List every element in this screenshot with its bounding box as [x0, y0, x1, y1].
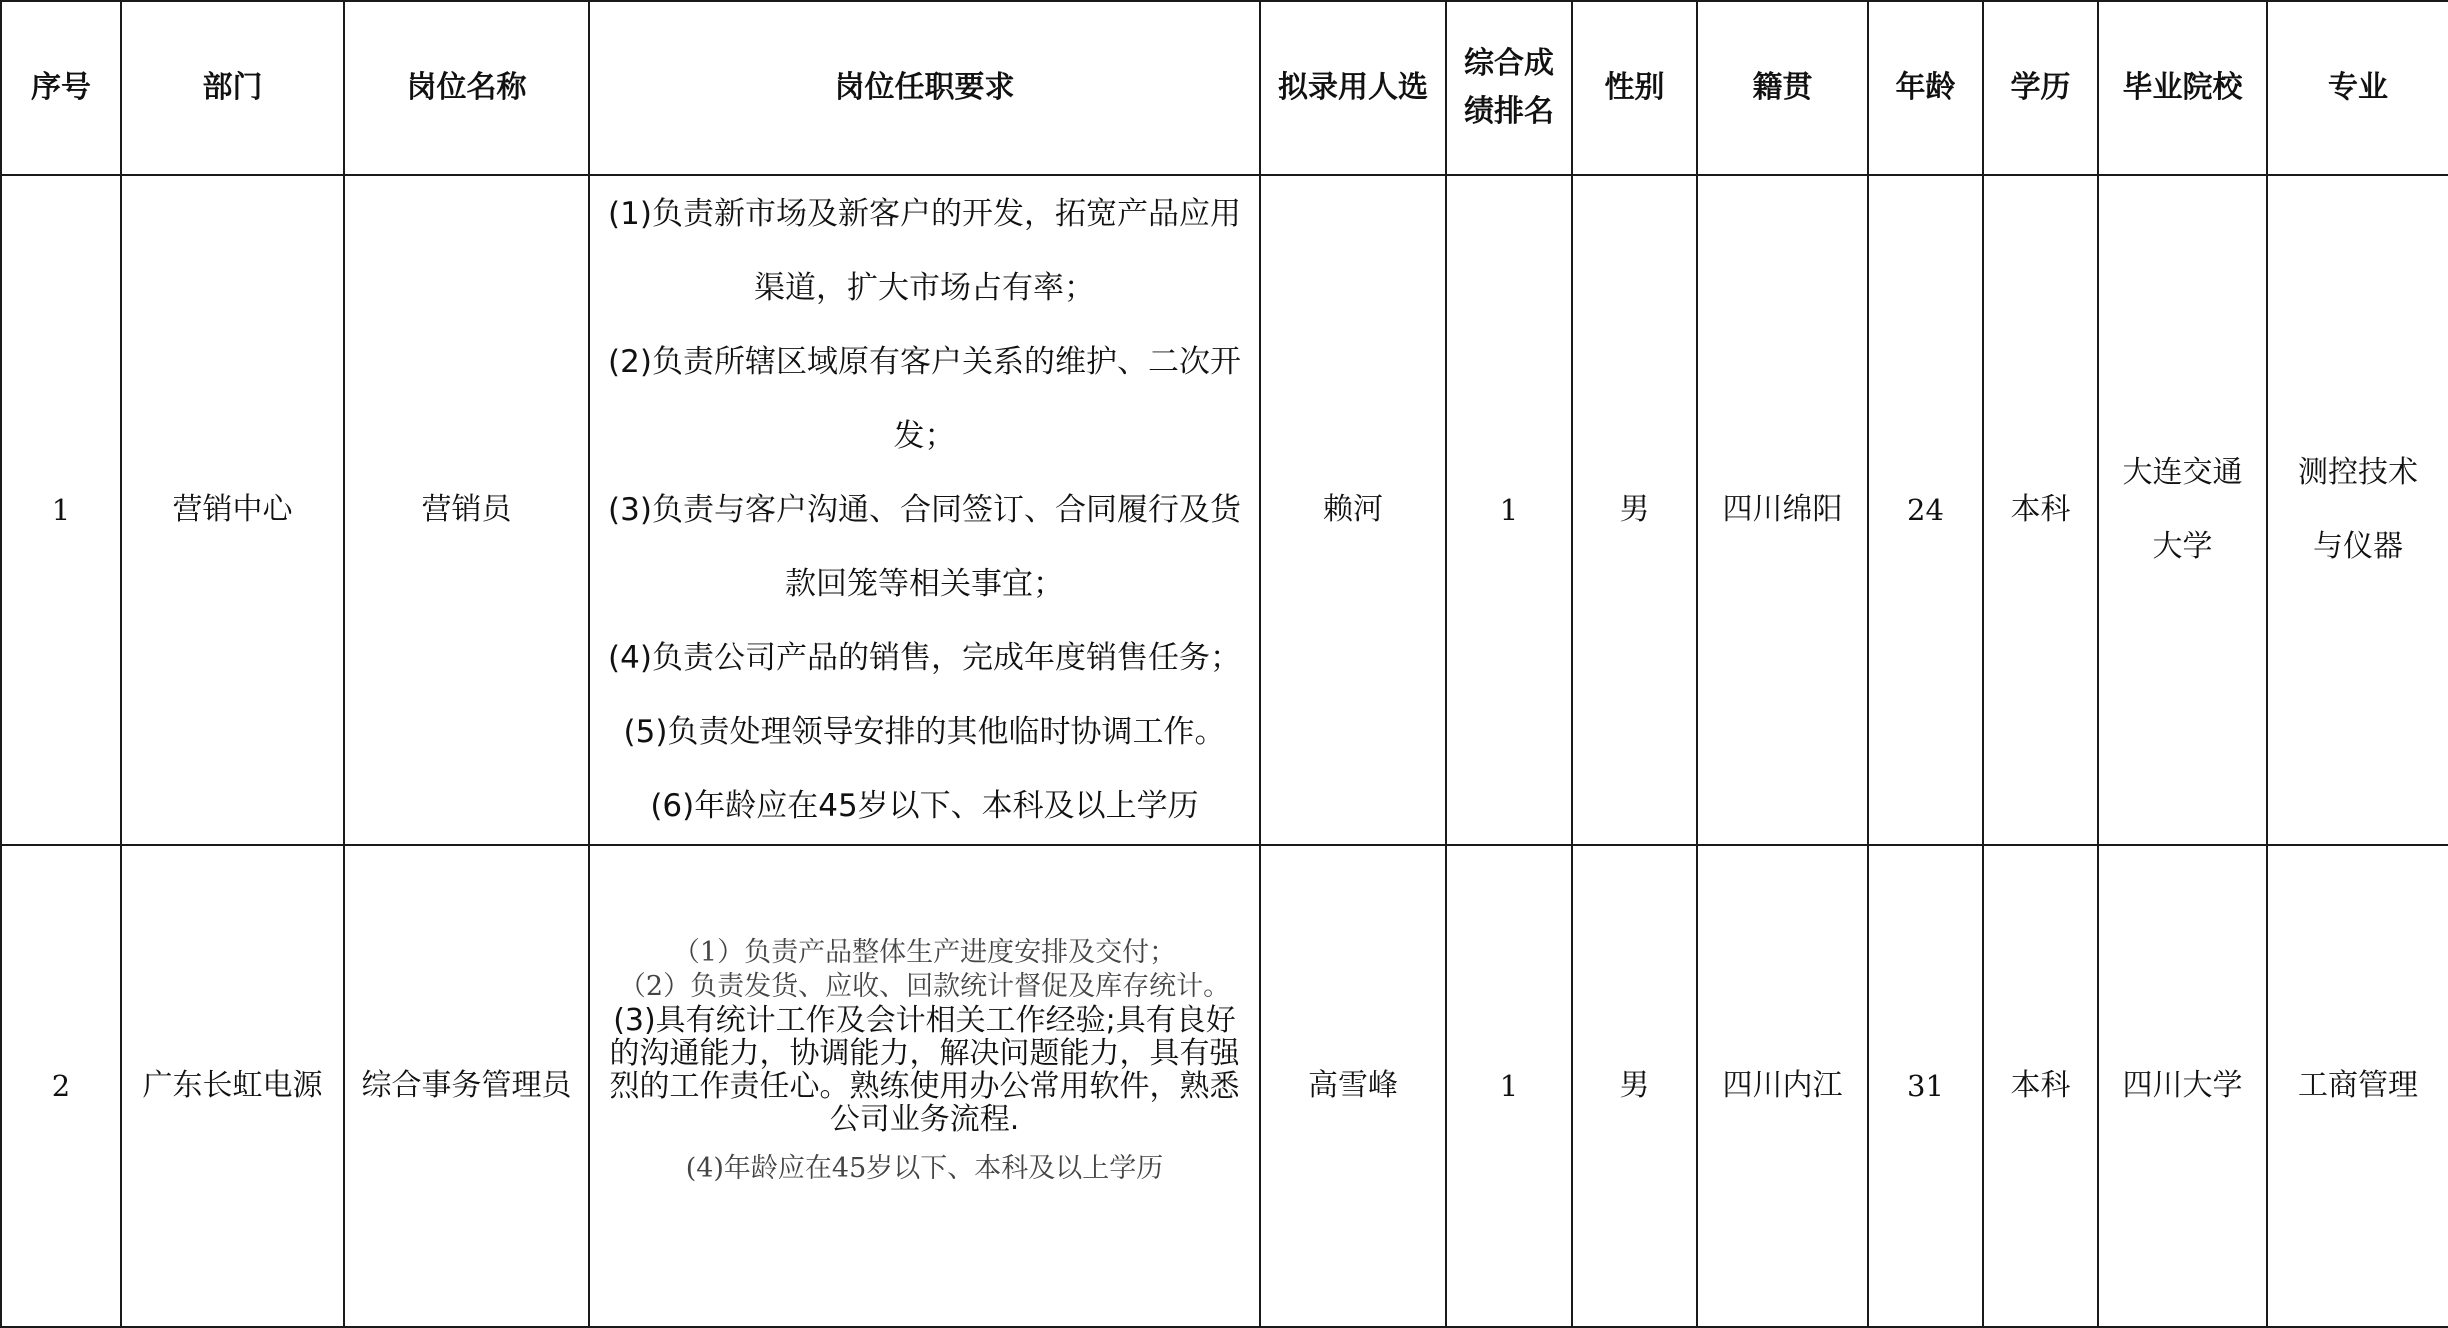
row-position: 综合事务管理员: [344, 845, 589, 1327]
row-education: 本科: [1983, 175, 2098, 845]
row-requirements: [589, 845, 1260, 1327]
requirement-line: (1)负责新市场及新客户的开发，拓宽产品应用: [608, 196, 1241, 232]
row-age: 24: [1868, 175, 1983, 845]
requirement-line: （1）负责产品整体生产进度安排及交付；: [672, 937, 1177, 968]
row-rank: 1: [1446, 175, 1572, 845]
requirement-line: (4)年龄应在45岁以下、本科及以上学历: [685, 1153, 1164, 1184]
row-native-place: 四川绵阳: [1697, 175, 1868, 845]
table-row: [1, 845, 2448, 1327]
header-requirements: 岗位任职要求: [589, 1, 1260, 175]
requirement-line: (5)负责处理领导安排的其他临时协调工作。: [623, 714, 1226, 750]
row-candidate: 高雪峰: [1260, 845, 1446, 1327]
row-candidate: 赖河: [1260, 175, 1446, 845]
row-major-text: 测控技术与仪器: [2298, 455, 2418, 564]
row-index: 1: [1, 175, 121, 845]
row-requirements: [589, 175, 1260, 845]
row-school: [2098, 175, 2267, 845]
row-department: 营销中心: [121, 175, 344, 845]
row-school: 四川大学: [2098, 845, 2267, 1327]
header-department: 部门: [121, 1, 344, 175]
requirement-line: （2）负责发货、应收、回款统计督促及库存统计。: [618, 971, 1231, 1002]
header-row: [1, 1, 2448, 175]
requirement-line: (3)负责与客户沟通、合同签订、合同履行及货: [608, 492, 1241, 528]
row-age: 31: [1868, 845, 1983, 1327]
row-department: 广东长虹电源: [121, 845, 344, 1327]
header-gender: 性别: [1572, 1, 1697, 175]
header-rank: [1446, 1, 1572, 175]
row-rank: 1: [1446, 845, 1572, 1327]
requirement-line: (2)负责所辖区域原有客户关系的维护、二次开: [608, 344, 1241, 380]
row-school-text: 大连交通大学: [2122, 455, 2243, 564]
header-major: 专业: [2267, 1, 2448, 175]
table-row: [1, 175, 2448, 845]
header-candidate: 拟录用人选: [1260, 1, 1446, 175]
row-index: 2: [1, 845, 121, 1327]
row-position: 营销员: [344, 175, 589, 845]
row-gender: 男: [1572, 845, 1697, 1327]
requirement-line: 渠道，扩大市场占有率；: [754, 270, 1095, 306]
header-rank-text: 综合成绩排名: [1464, 46, 1554, 129]
header-index: 序号: [1, 1, 121, 175]
requirement-line: 发；: [893, 418, 956, 454]
requirement-line: (6)年龄应在45岁以下、本科及以上学历: [650, 788, 1199, 824]
header-age: 年龄: [1868, 1, 1983, 175]
row-native-place: 四川内江: [1697, 845, 1868, 1327]
row-education: 本科: [1983, 845, 2098, 1327]
row-major: [2267, 175, 2448, 845]
header-position: 岗位名称: [344, 1, 589, 175]
row-gender: 男: [1572, 175, 1697, 845]
requirement-line: (4)负责公司产品的销售，完成年度销售任务；: [608, 640, 1241, 676]
header-native-place: 籍贯: [1697, 1, 1868, 175]
row-major: 工商管理: [2267, 845, 2448, 1327]
header-education: 学历: [1983, 1, 2098, 175]
requirement-line: 款回笼等相关事宜；: [785, 566, 1064, 602]
header-school: 毕业院校: [2098, 1, 2267, 175]
requirement-line: (3)具有统计工作及会计相关工作经验;具有良好的沟通能力，协调能力，解决问题能力，具有强烈的工作责任心。熟练使用办公常用软件，熟悉公司业务流程.: [609, 1003, 1240, 1137]
